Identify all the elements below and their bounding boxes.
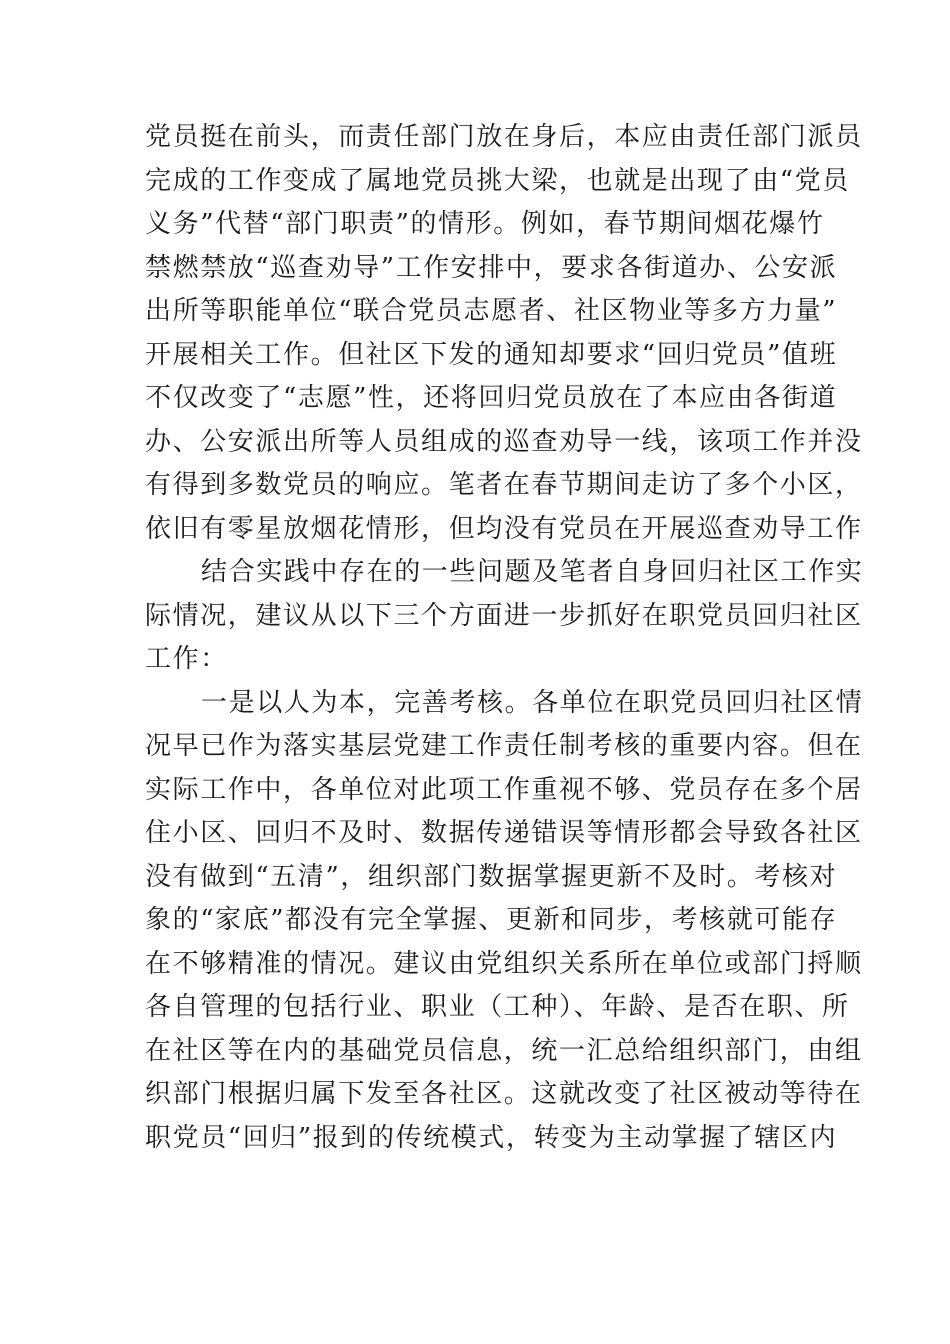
text-line: 完成的工作变成了属地党员挑大梁，也就是出现了由“党员: [145, 165, 850, 196]
text-line: 依旧有零星放烟花情形，但均没有党员在开展巡查劝导工作: [145, 513, 863, 544]
text-line: 没有做到“五清”，组织部门数据掌握更新不及时。考核对: [145, 861, 838, 892]
text-line: 出所等职能单位“联合党员志愿者、社区物业等多方力量”: [145, 296, 838, 326]
body-text: [145, 116, 864, 1160]
text-line: 况早已作为落实基层党建工作责任制考核的重要内容。但在: [145, 731, 863, 761]
text-line: 各自管理的包括行业、职业（工种）、年龄、是否在职、所: [145, 992, 850, 1022]
text-line: 在社区等在内的基础党员信息，统一汇总给组织部门，由组: [145, 1035, 863, 1066]
text-line: 一是以人为本，完善考核。各单位在职党员回归社区情: [201, 687, 864, 718]
text-line: 象的“家底”都没有完全掌握、更新和同步，考核就可能存: [145, 905, 838, 935]
text-line: 不仅改变了“志愿”性，还将回归党员放在了本应由各街道: [145, 383, 838, 413]
text-line: 有得到多数党员的响应。笔者在春节期间走访了多个小区，: [145, 470, 863, 500]
text-line: 在不够精准的情况。建议由党组织关系所在单位或部门捋顺: [145, 948, 863, 979]
text-line: 禁燃禁放“巡查劝导”工作安排中，要求各街道办、公安派: [145, 252, 838, 283]
text-line: 工作：: [145, 644, 228, 674]
text-line: 织部门根据归属下发至各社区。这就改变了社区被动等待在: [145, 1079, 863, 1109]
text-line: 办、公安派出所等人员组成的巡查劝导一线，该项工作并没: [145, 426, 863, 457]
text-line: 党员挺在前头，而责任部门放在身后，本应由责任部门派员: [145, 122, 863, 152]
text-line: 开展相关工作。但社区下发的通知却要求“回归党员”值班: [145, 339, 838, 370]
text-line: 结合实践中存在的一些问题及笔者自身回归社区工作实: [201, 557, 864, 587]
text-line: 实际工作中，各单位对此项工作重视不够、党员存在多个居: [145, 774, 863, 805]
text-line: 义务”代替“部门职责”的情形。例如，春节期间烟花爆竹: [145, 209, 825, 239]
text-line: 住小区、回归不及时、数据传递错误等情形都会导致各社区: [145, 818, 863, 848]
text-line: 际情况，建议从以下三个方面进一步抓好在职党员回归社区: [145, 600, 863, 631]
text-line: 职党员“回归”报到的传统模式，转变为主动掌握了辖区内: [145, 1122, 838, 1153]
